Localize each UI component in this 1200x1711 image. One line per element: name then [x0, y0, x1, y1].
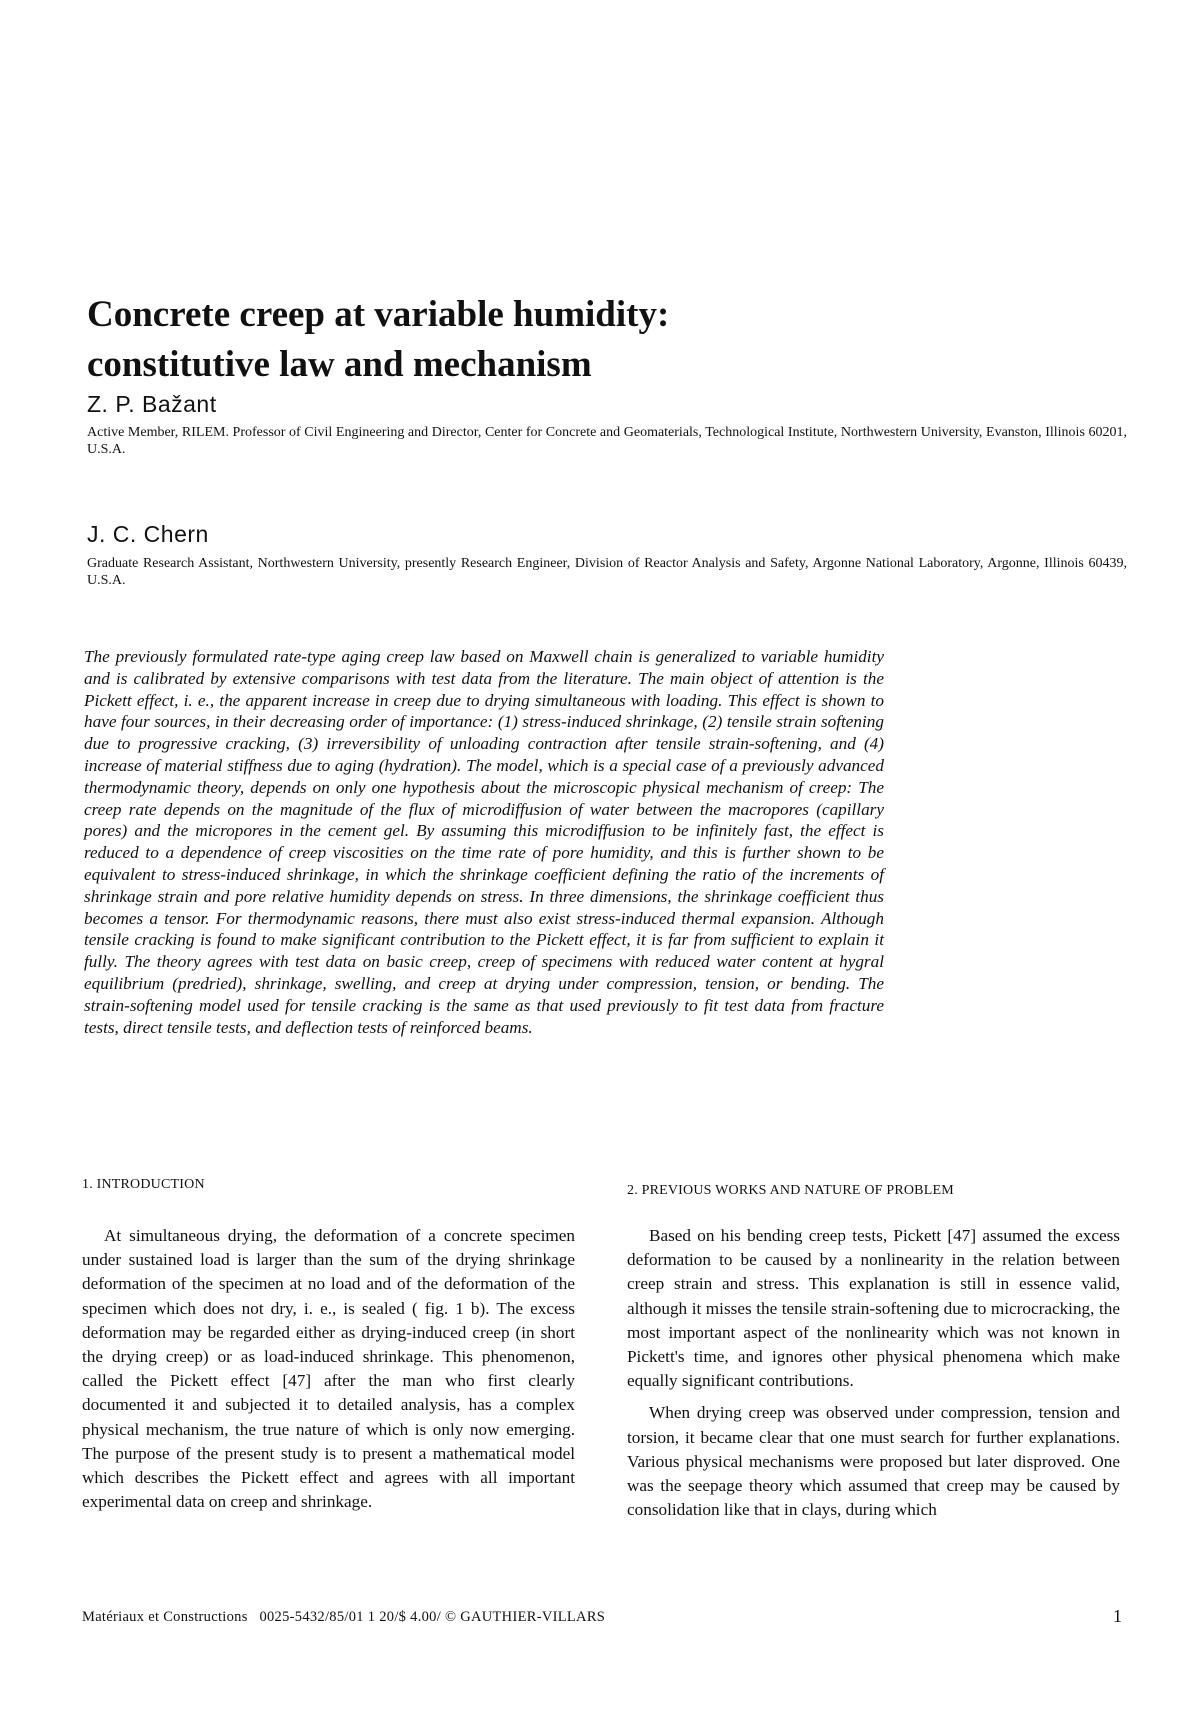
paragraph: When drying creep was observed under compression, tension and torsion, it became clear that one must search for further explanations. Various physical mechanisms were proposed but later disproved. One was the seepage theory which assumed that creep may be caused by consolidation like that in clays, during which	[627, 1403, 1120, 1520]
column-right	[627, 1224, 1120, 1522]
page-number: 1	[1113, 1606, 1122, 1626]
section-heading-introduction: 1. INTRODUCTION	[82, 1177, 205, 1192]
paragraph: Based on his bending creep tests, Pickett [47] assumed the excess deformation to be caused by a nonlinearity in the relation between creep strain and stress. This explanation is still in essence valid, although it misses the tensile strain-softening due to microcracking, the most important aspect of the nonlinearity which was not known in Pickett's time, and ignores other physical phenomena which make equally significant contributions.	[627, 1226, 1120, 1391]
footer-citation	[82, 1608, 605, 1626]
section-heading-previous-works: 2. PREVIOUS WORKS AND NATURE OF PROBLEM	[627, 1183, 954, 1198]
author-name-1: Z. P. Bažant	[87, 391, 217, 417]
author-affiliation-2: Graduate Research Assistant, Northwestern University, presently Research Engineer, Division of Reactor Analysis and Safety, Argonne National Laboratory, Argonne, Illinois 60439, U.S.A.	[87, 556, 1127, 588]
paper-title	[87, 290, 1127, 390]
author-affiliation-1: Active Member, RILEM. Professor of Civil Engineering and Director, Center for Concrete and Geomaterials, Technological Institute, Northwestern University, Evanston, Illinois 60201, U.S.A.	[87, 425, 1127, 457]
title-line-2: constitutive law and mechanism	[87, 344, 592, 385]
footer-journal: Matériaux et Constructions	[82, 1609, 248, 1625]
paragraph: At simultaneous drying, the deformation of a concrete specimen under sustained load is larger than the sum of the drying shrinkage deformation of the specimen at no load and of the deformation of the specimen which does not dry, i. e., is sealed ( fig. 1 b). The excess deformation may be regarded either as drying-induced creep (in short the drying creep) or as load-induced shrinkage. This phenomenon, called the Pickett effect [47] after the man who first clearly documented it and subjected it to detailed analysis, has a complex physical mechanism, the true nature of which is only now emerging. The purpose of the present study is to present a mathematical model which describes the Pickett effect and agrees with all important experimental data on creep and shrinkage.	[82, 1226, 575, 1512]
title-line-1: Concrete creep at variable humidity:	[87, 294, 670, 335]
abstract: The previously formulated rate-type aging creep law based on Maxwell chain is generalized to variable humidity and is calibrated by extensive comparisons with test data from the literature. The main object of attention is the Pickett effect, i. e., the apparent increase in creep due to drying simultaneous with loading. This effect is shown to have four sources, in their decreasing order of importance: (1) stress-induced shrinkage, (2) tensile strain softening due to progressive cracking, (3) irreversibility of unloading contraction after tensile strain-softening, and (4) increase of material stiffness due to aging (hydration). The model, which is a special case of a previously advanced thermodynamic theory, depends on only one hypothesis about the microscopic physical mechanism of creep: The creep rate depends on the magnitude of the flux of microdiffusion of water between the macropores (capillary pores) and the micropores in the cement gel. By assuming this microdiffusion to be infinitely fast, the effect is reduced to a dependence of creep viscosities on the time rate of pore humidity, and this is further shown to be equivalent to stress-induced shrinkage, in which the shrinkage coefficient defining the ratio of the increments of shrinkage strain and pore relative humidity depends on stress. In three dimensions, the shrinkage coefficient thus becomes a tensor. For thermodynamic reasons, there must also exist stress-induced thermal expansion. Although tensile cracking is found to make significant contribution to the Pickett effect, it is far from sufficient to explain it fully. The theory agrees with test data on basic creep, creep of specimens with reduced water content at hygral equilibrium (predried), shrinkage, swelling, and creep at drying under compression, tension, or bending. The strain-softening model used for tensile cracking is the same as that used previously to fit test data from fracture tests, direct tensile tests, and deflection tests of reinforced beams.	[84, 647, 884, 1037]
column-left	[82, 1224, 575, 1514]
footer-code: 0025-5432/85/01 1 20/$ 4.00/ © GAUTHIER-VILLARS	[259, 1609, 606, 1625]
author-name-2: J. C. Chern	[87, 521, 209, 547]
